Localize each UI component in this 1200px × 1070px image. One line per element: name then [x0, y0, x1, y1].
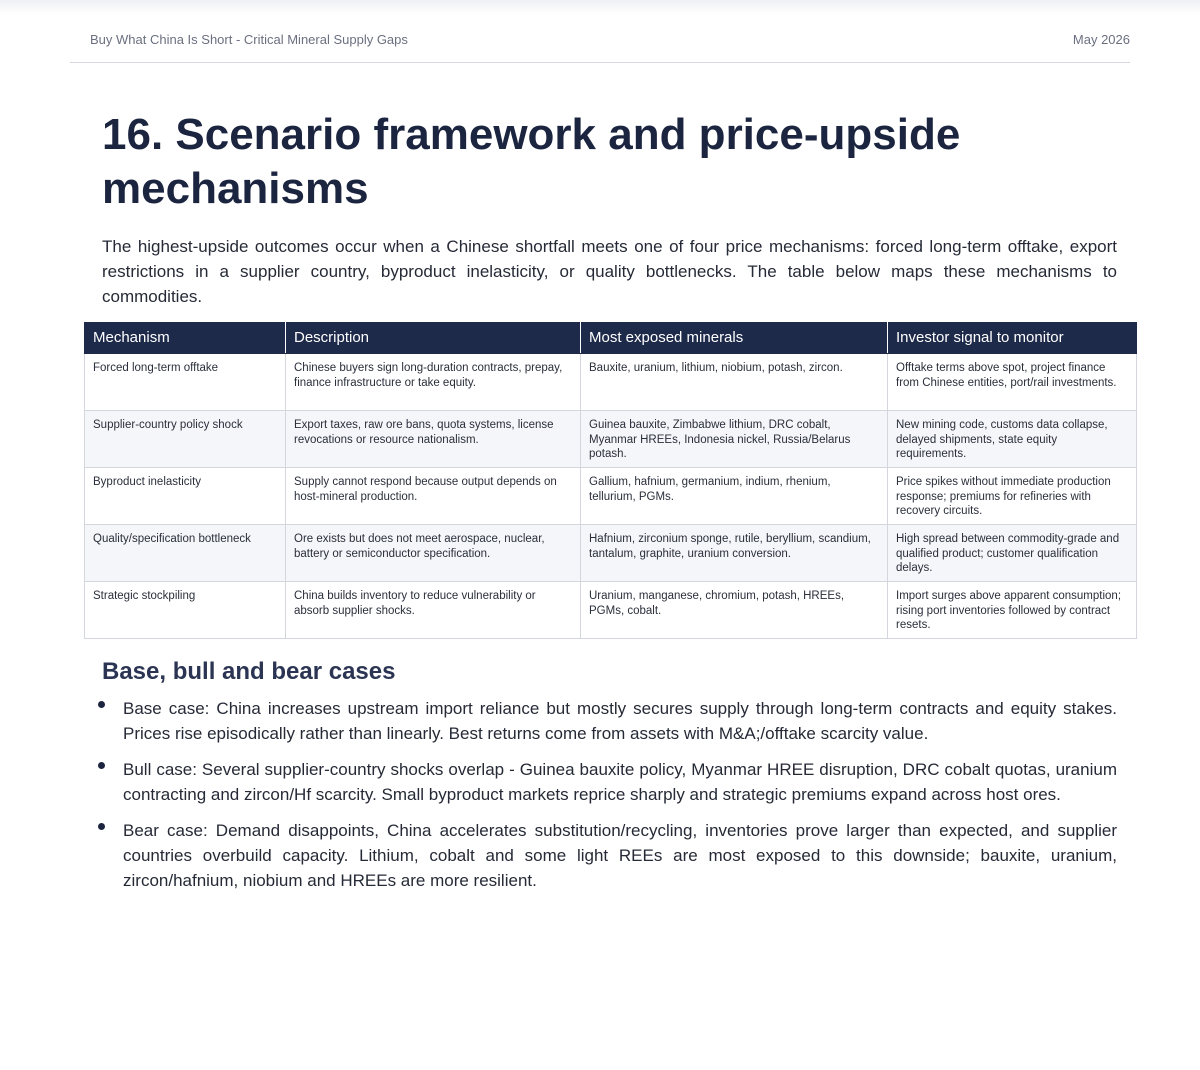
table-row	[85, 468, 1137, 525]
bullet-icon	[98, 762, 105, 769]
table-cell: Guinea bauxite, Zimbabwe lithium, DRC cobalt, Myanmar HREEs, Indonesia nickel, Russia/Belarus potash.	[581, 411, 888, 468]
running-header	[90, 32, 1130, 52]
table-row	[85, 411, 1137, 468]
document-date: May 2026	[1072, 32, 1130, 47]
table-cell: Strategic stockpiling	[85, 582, 286, 639]
column-header: Investor signal to monitor	[888, 323, 1137, 354]
table-cell: Supplier-country policy shock	[85, 411, 286, 468]
table-cell: Bauxite, uranium, lithium, niobium, potash, zircon.	[581, 354, 888, 411]
header-divider	[70, 62, 1130, 63]
table-cell: China builds inventory to reduce vulnerability or absorb supplier shocks.	[286, 582, 581, 639]
table-cell: Uranium, manganese, chromium, potash, HREEs, PGMs, cobalt.	[581, 582, 888, 639]
table-cell: Gallium, hafnium, germanium, indium, rhenium, tellurium, PGMs.	[581, 468, 888, 525]
list-item-text: Bull case: Several supplier-country shocks overlap - Guinea bauxite policy, Myanmar HREE disruption, DRC cobalt quotas, uranium contracting and zircon/Hf scarcity. Small byproduct markets reprice sharply and strategic premiums expand across host ores.	[123, 760, 1117, 804]
document-title: Buy What China Is Short - Critical Mineral Supply Gaps	[90, 32, 408, 47]
table-cell: Price spikes without immediate production response; premiums for refineries with recovery circuits.	[888, 468, 1137, 525]
table-header-row	[85, 323, 1137, 354]
table-row	[85, 354, 1137, 411]
cases-list	[96, 696, 1117, 904]
list-item	[96, 818, 1117, 893]
column-header: Mechanism	[85, 323, 286, 354]
bullet-icon	[98, 701, 105, 708]
column-header: Description	[286, 323, 581, 354]
table-cell: Offtake terms above spot, project finance from Chinese entities, port/rail investments.	[888, 354, 1137, 411]
list-item	[96, 696, 1117, 746]
table-cell: Hafnium, zirconium sponge, rutile, beryllium, scandium, tantalum, graphite, uranium conversion.	[581, 525, 888, 582]
list-item	[96, 757, 1117, 807]
column-header: Most exposed minerals	[581, 323, 888, 354]
table-cell: High spread between commodity-grade and qualified product; customer qualification delays.	[888, 525, 1137, 582]
table-cell: Byproduct inelasticity	[85, 468, 286, 525]
section-title: 16. Scenario framework and price-upside mechanisms	[102, 110, 961, 213]
table-cell: Import surges above apparent consumption; rising port inventories followed by contract resets.	[888, 582, 1137, 639]
mechanisms-table	[84, 322, 1137, 639]
table-cell: Forced long-term offtake	[85, 354, 286, 411]
list-item-text: Bear case: Demand disappoints, China accelerates substitution/recycling, inventories prove larger than expected, and supplier countries overbuild capacity. Lithium, cobalt and some light REEs are most exposed to this downside; bauxite, uranium, zircon/hafnium, niobium and HREEs are more resilient.	[123, 821, 1117, 890]
table-row	[85, 525, 1137, 582]
table-cell: Export taxes, raw ore bans, quota systems, license revocations or resource nationalism.	[286, 411, 581, 468]
table-cell: Ore exists but does not meet aerospace, nuclear, battery or semiconductor specification.	[286, 525, 581, 582]
section-intro: The highest-upside outcomes occur when a Chinese shortfall meets one of four price mechanisms: forced long-term offtake, export restrictions in a supplier country, byproduct inelasticity, or quality bottlenecks. The table below maps these mechanisms to commodities.	[102, 237, 1117, 306]
table-cell: Supply cannot respond because output depends on host-mineral production.	[286, 468, 581, 525]
table-cell: Chinese buyers sign long-duration contracts, prepay, finance infrastructure or take equity.	[286, 354, 581, 411]
page-top-shade	[0, 0, 1200, 14]
table-row	[85, 582, 1137, 639]
table-cell: Quality/specification bottleneck	[85, 525, 286, 582]
table-cell: New mining code, customs data collapse, delayed shipments, state equity requirements.	[888, 411, 1137, 468]
bullet-icon	[98, 823, 105, 830]
list-item-text: Base case: China increases upstream import reliance but mostly secures supply through long-term contracts and equity stakes. Prices rise episodically rather than linearly. Best returns come from assets with M&A;/offtake scarcity value.	[123, 699, 1117, 743]
subsection-heading: Base, bull and bear cases	[102, 658, 396, 685]
